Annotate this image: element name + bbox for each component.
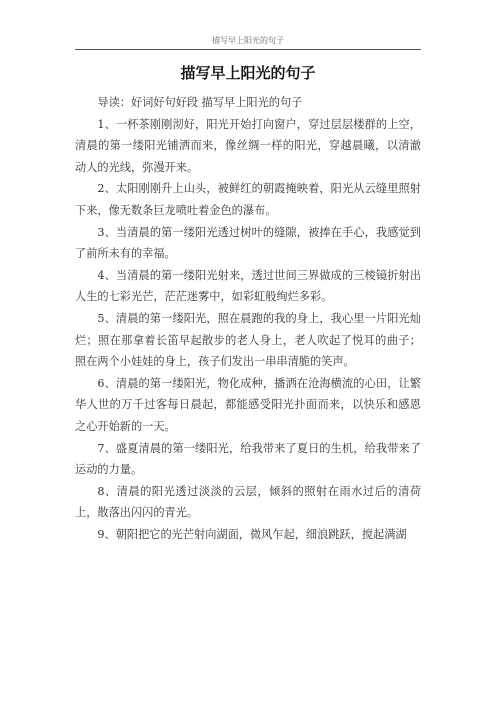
paragraph: 1、一杯茶刚刚沏好，阳光开始打向窗户，穿过层层楼群的上空，清晨的第一缕阳光铺洒而来，像丝绸一样的阳光，穿越晨曦，以清澈动人的光线，弥漫开来。 — [75, 117, 421, 174]
intro-paragraph: 导读：好词好句好段 描写早上阳光的句子 — [97, 96, 303, 109]
paragraph: 3、当清晨的第一缕阳光透过树叶的缝隙，被捧在手心，我感觉到了前所未有的幸福。 — [75, 225, 421, 261]
paragraph: 9、朝阳把它的光芒射向湖面，微风乍起，细浪跳跃，搅起满湖 — [97, 527, 407, 541]
paragraph: 5、清晨的第一缕阳光，照在晨跑的我的身上，我心里一片阳光灿烂；照在那拿着长笛早起散步的老人身上，老人吹起了悦耳的曲子；照在两个小娃娃的身上，孩子们发出一串串清脆的笑声。 — [75, 311, 421, 369]
paragraph: 4、当清晨的第一缕阳光射来，透过世间三界做成的三棱镜折射出人生的七彩光芒，茫茫迷雾中，如彩虹般绚烂多彩。 — [75, 268, 421, 304]
document-title: 描写早上阳光的句子 — [180, 64, 316, 82]
paragraph: 2、太阳刚刚升上山头，被鲜红的朝霞掩映着，阳光从云缝里照射下来，像无数条巨龙喷吐着金色的瀑布。 — [75, 182, 421, 217]
paragraph: 8、清晨的阳光透过淡淡的云层，倾斜的照射在雨水过后的清荷上，散落出闪闪的青光。 — [75, 484, 421, 520]
paragraph: 7、盛夏清晨的第一缕阳光，给我带来了夏日的生机，给我带来了运动的力量。 — [75, 441, 421, 477]
running-header: 描写早上阳光的句子 — [212, 36, 284, 45]
header-divider — [75, 49, 421, 50]
document-body — [75, 92, 421, 545]
paragraph: 6、清晨的第一缕阳光，物化成种，播洒在沧海横流的心田，让繁华人世的万千过客每日晨起，都能感受阳光扑面而来，以快乐和感恩之心开始新的一天。 — [75, 376, 421, 433]
